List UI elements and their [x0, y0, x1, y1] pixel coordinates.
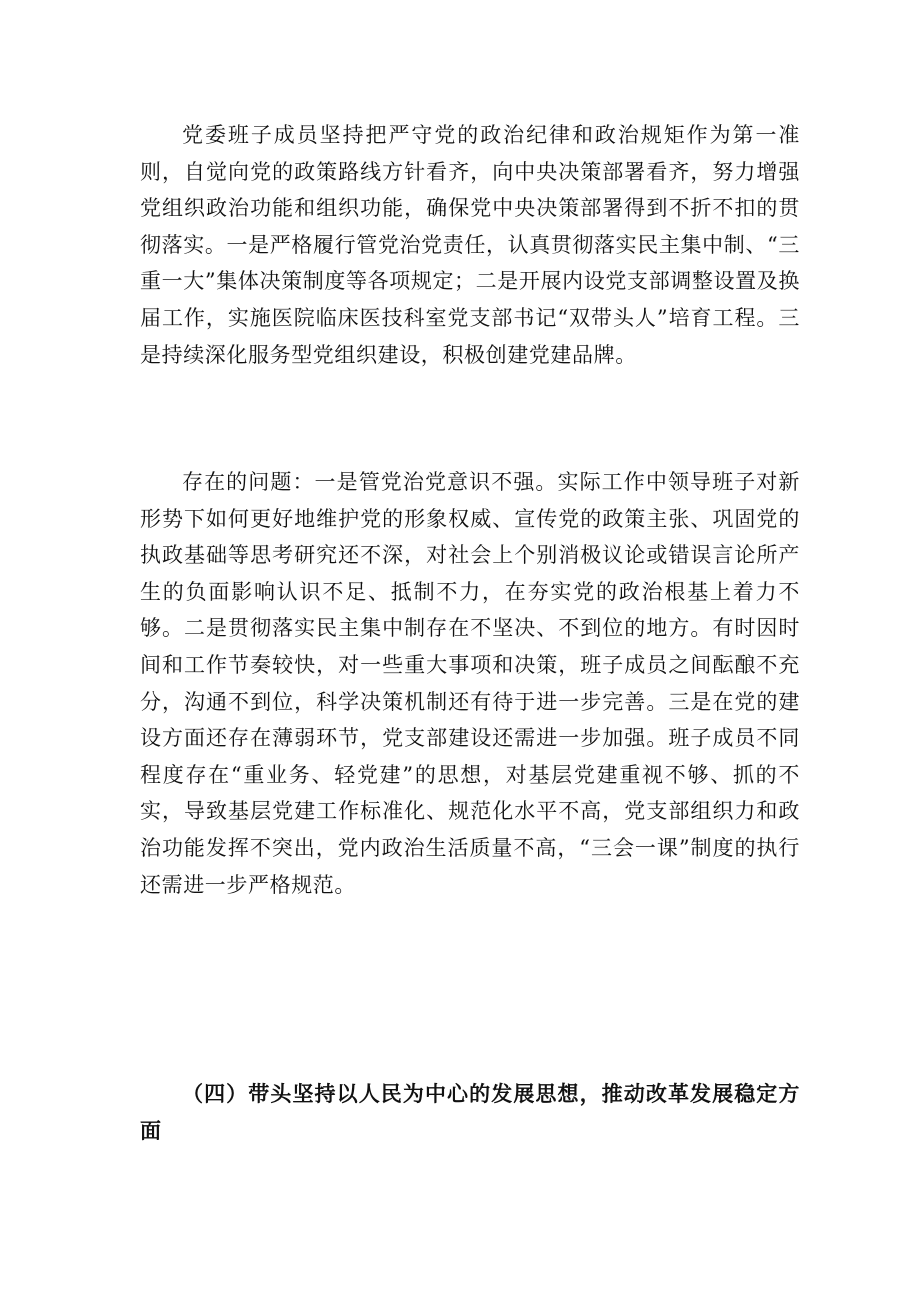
section-heading: （四）带头坚持以人民为中心的发展思想，推动改革发展稳定方面 [140, 1082, 800, 1143]
body-paragraph: 存在的问题：一是管党治党意识不强。实际工作中领导班子对新形势下如何更好地维护党的形象权威、宣传党的政策主张、巩固党的执政基础等思考研究还不深，对社会上个别消极议论或错误言论所产生的负面影响认识不足、抵制不力，在夯实党的政治根基上着力不够。二是贯彻落实民主集中制存在不坚决、不到位的地方。有时因时间和工作节奏较快，对一些重大事项和决策，班子成员之间酝酿不充分，沟通不到位，科学决策机制还有待于进一步完善。三是在党的建设方面还存在薄弱环节，党支部建设还需进一步加强。班子成员不同程度存在“重业务、轻党建”的思想，对基层党建重视不够、抓的不实，导致基层党建工作标准化、规范化水平不高，党支部组织力和政治功能发挥不突出，党内政治生活质量不高，“三会一课”制度的执行还需进一步严格规范。 [140, 470, 800, 897]
body-paragraph: 党委班子成员坚持把严守党的政治纪律和政治规矩作为第一准则，自觉向党的政策路线方针看齐，向中央决策部署看齐，努力增强党组织政治功能和组织功能，确保党中央决策部署得到不折不扣的贯彻落实。一是严格履行管党治党责任，认真贯彻落实民主集中制、“三重一大”集体决策制度等各项规定；二是开展内设党支部调整设置及换届工作，实施医院临床医技科室党支部书记“双带头人”培育工程。三是持续深化服务型党组织建设，积极创建党建品牌。 [140, 123, 800, 367]
